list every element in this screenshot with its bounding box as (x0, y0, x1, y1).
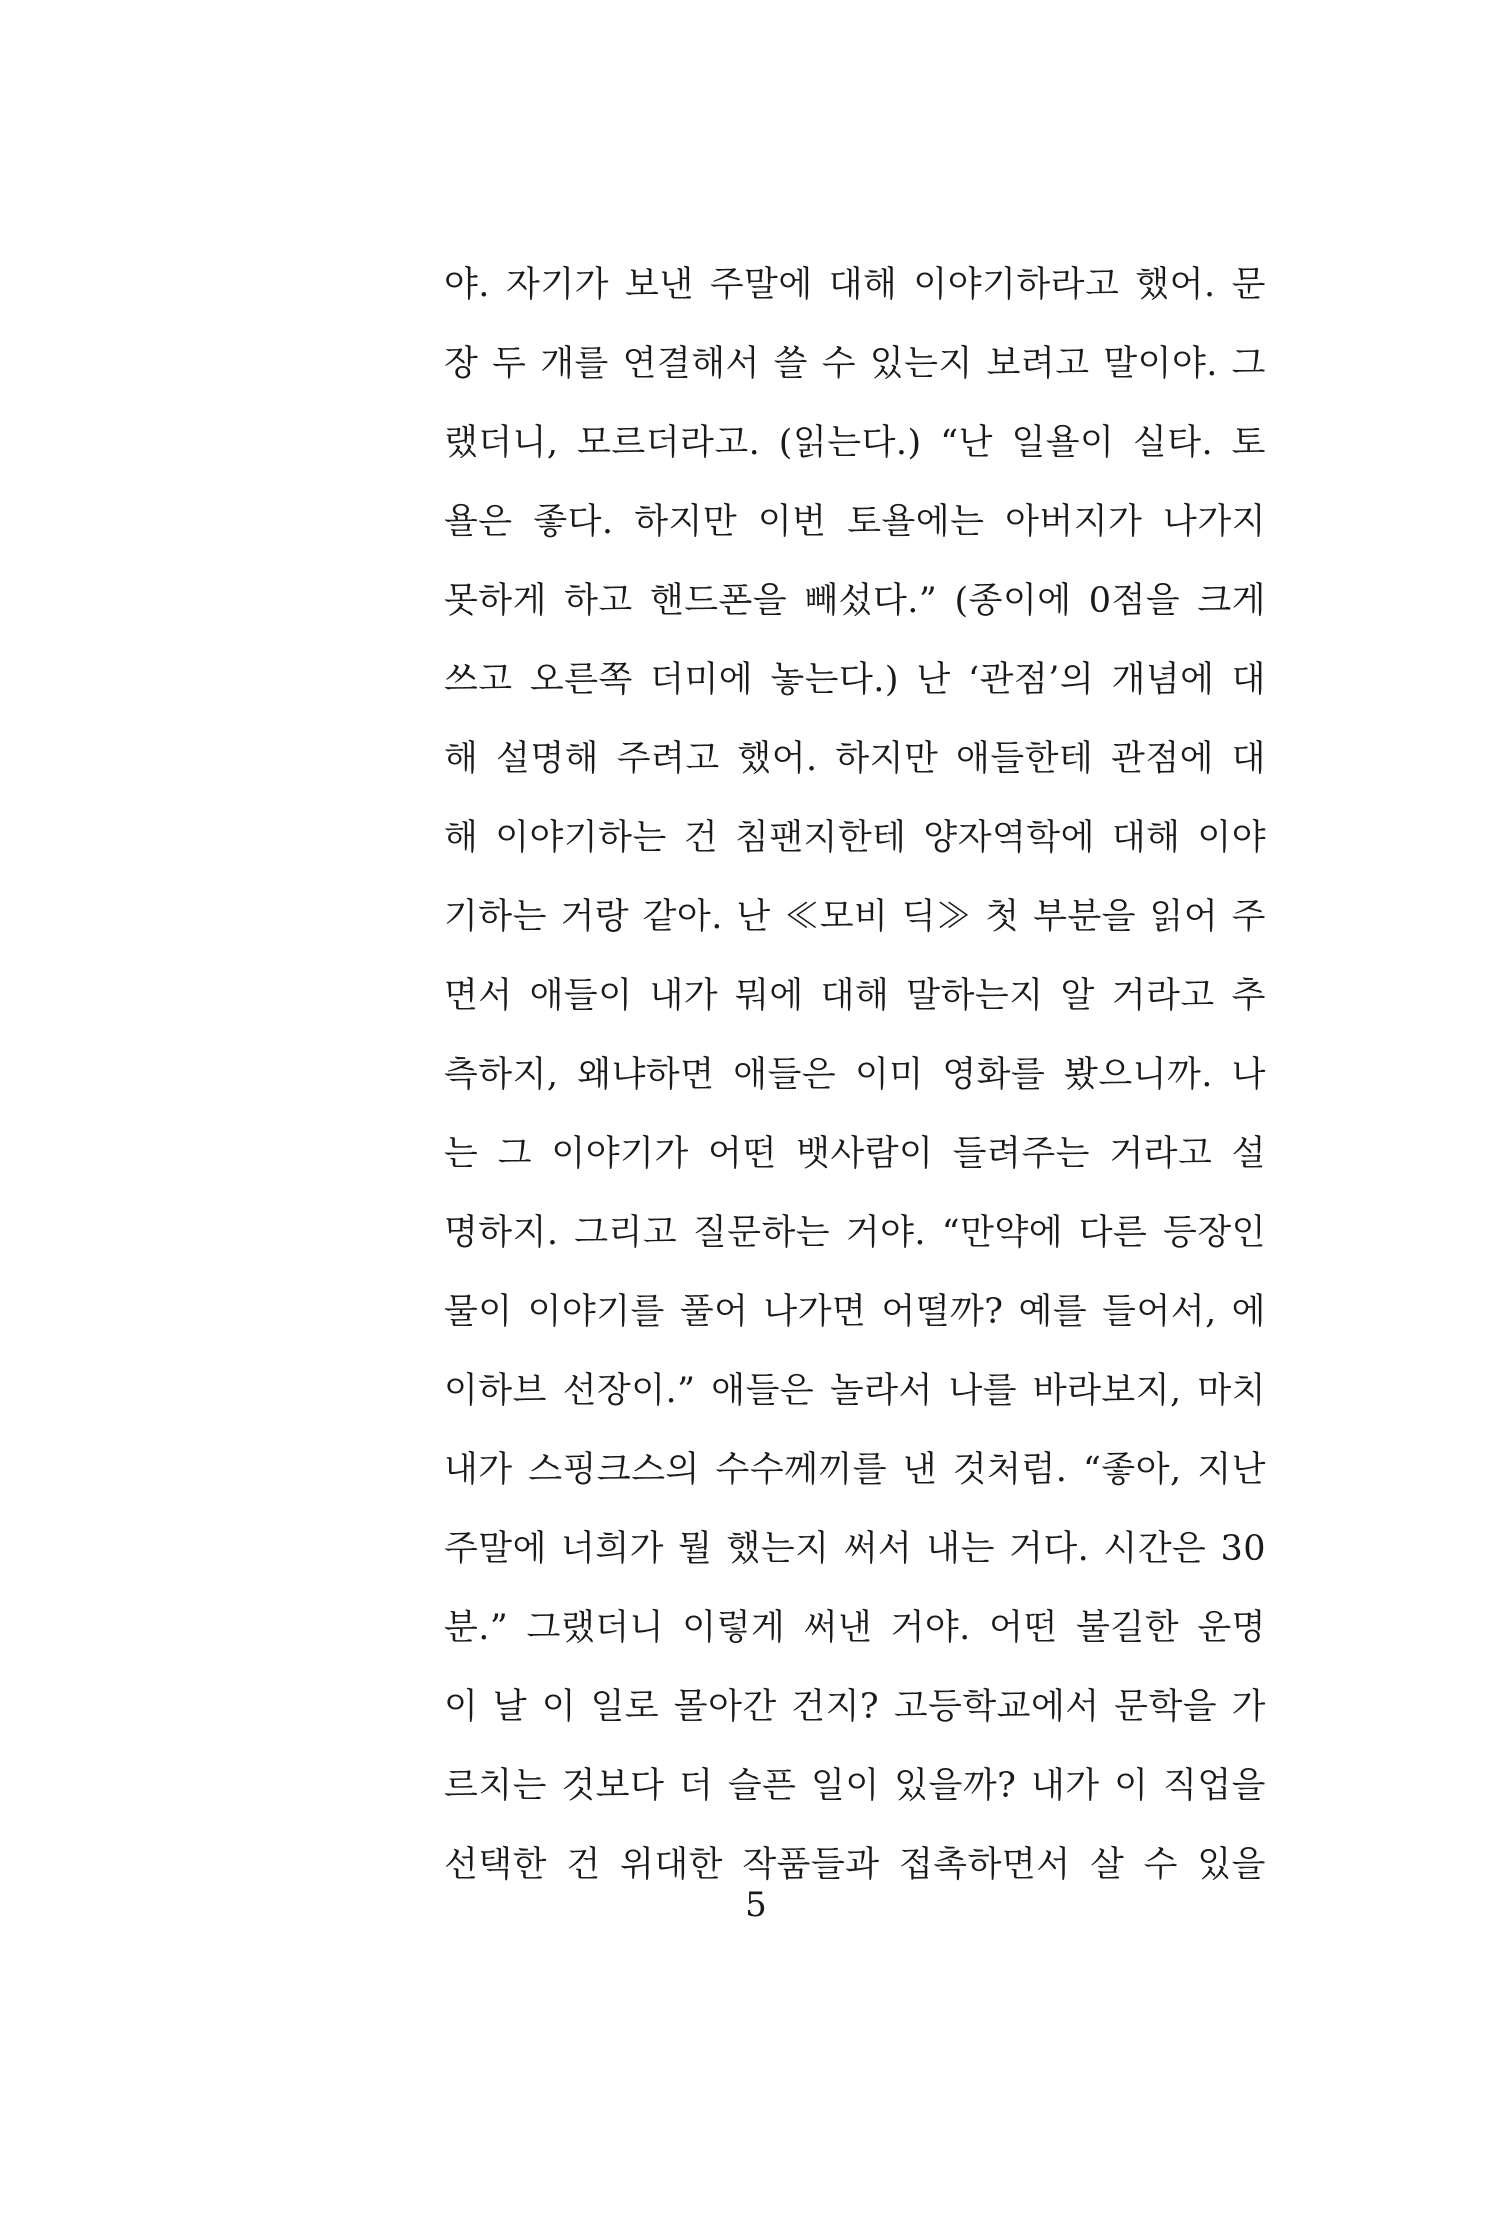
page-number: 5 (745, 1885, 767, 1925)
text-line: 야. 자기가 보낸 주말에 대해 이야기하라고 했어. 문 (444, 265, 1266, 305)
text-line: 주말에 너희가 뭘 했는지 써서 내는 거다. 시간은 30 (444, 1529, 1266, 1569)
text-line: 이하브 선장이.” 애들은 놀라서 나를 바라보지, 마치 (444, 1371, 1266, 1411)
text-line: 분.” 그랬더니 이렇게 써낸 거야. 어떤 불길한 운명 (444, 1608, 1266, 1648)
text-line: 기하는 거랑 같아. 난 ≪모비 딕≫ 첫 부분을 읽어 주 (444, 897, 1266, 937)
text-line: 해 이야기하는 건 침팬지한테 양자역학에 대해 이야 (444, 818, 1266, 858)
text-line: 장 두 개를 연결해서 쓸 수 있는지 보려고 말이야. 그 (444, 344, 1266, 384)
text-line: 르치는 것보다 더 슬픈 일이 있을까? 내가 이 직업을 (444, 1766, 1266, 1806)
text-line: 욜은 좋다. 하지만 이번 토욜에는 아버지가 나가지 (444, 502, 1266, 542)
text-line: 내가 스핑크스의 수수께끼를 낸 것처럼. “좋아, 지난 (444, 1450, 1266, 1490)
text-line: 랬더니, 모르더라고. (읽는다.) “난 일욜이 실타. 토 (444, 423, 1266, 463)
text-line: 쓰고 오른쪽 더미에 놓는다.) 난 ‘관점’의 개념에 대 (444, 660, 1266, 700)
text-line: 해 설명해 주려고 했어. 하지만 애들한테 관점에 대 (444, 739, 1266, 779)
text-line: 이 날 이 일로 몰아간 건지? 고등학교에서 문학을 가 (444, 1687, 1266, 1727)
text-line: 선택한 건 위대한 작품들과 접촉하면서 살 수 있을 (444, 1845, 1266, 1885)
text-line: 명하지. 그리고 질문하는 거야. “만약에 다른 등장인 (444, 1213, 1266, 1253)
text-line: 물이 이야기를 풀어 나가면 어떨까? 예를 들어서, 에 (444, 1292, 1266, 1332)
text-line: 측하지, 왜냐하면 애들은 이미 영화를 봤으니까. 나 (444, 1055, 1266, 1095)
text-line: 는 그 이야기가 어떤 뱃사람이 들려주는 거라고 설 (444, 1134, 1266, 1174)
text-line: 못하게 하고 핸드폰을 빼섰다.” (종이에 0점을 크게 (444, 581, 1266, 621)
text-line: 면서 애들이 내가 뭐에 대해 말하는지 알 거라고 추 (444, 976, 1266, 1016)
